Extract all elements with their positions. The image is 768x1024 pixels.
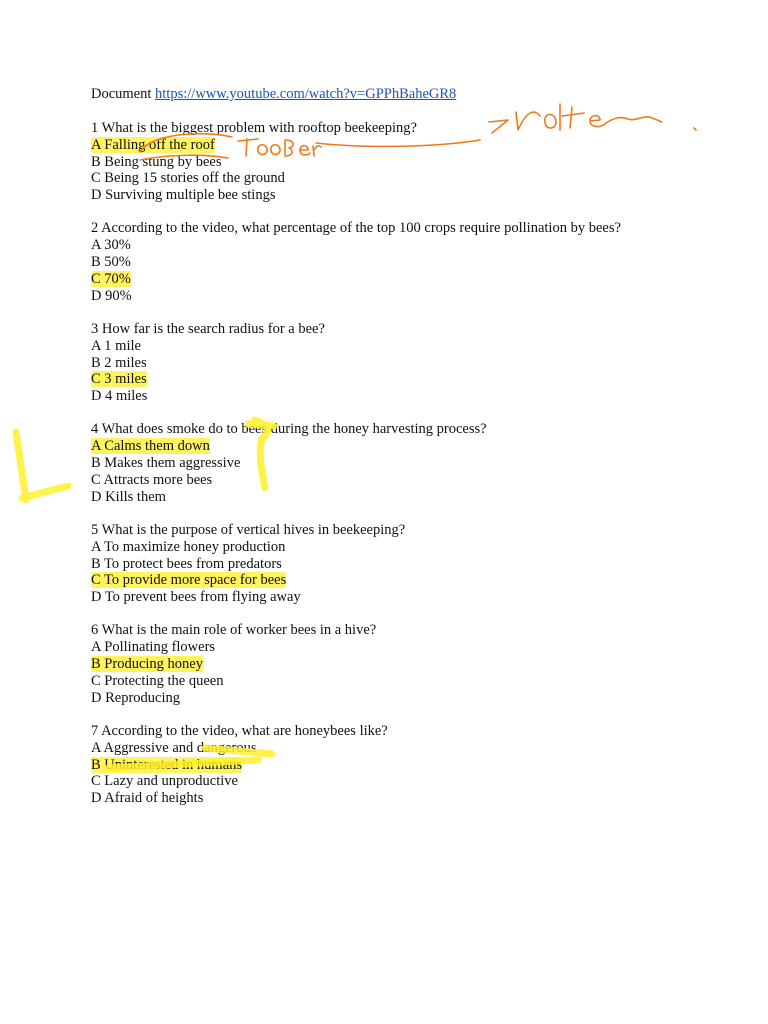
answer-option: B 50% xyxy=(91,254,131,271)
highlighted-answer: C 3 miles xyxy=(91,371,147,388)
answer-option: D Afraid of heights xyxy=(91,790,204,807)
youtube-link[interactable]: https://www.youtube.com/watch?v=GPPhBaheGR8 xyxy=(155,86,457,102)
answer-option: B Being stung by bees xyxy=(91,153,222,170)
question-7 xyxy=(91,723,621,807)
answer-option: B Makes them aggressive xyxy=(91,455,241,472)
question-3 xyxy=(91,321,621,405)
answer-option: C Attracts more bees xyxy=(91,471,213,488)
answer-option: A Aggressive and dangerous xyxy=(91,739,257,756)
document-label: Document xyxy=(91,86,152,102)
answer-option xyxy=(91,438,621,455)
answer-option xyxy=(91,656,621,673)
highlighted-answer: B Uninterested in humans xyxy=(91,756,243,773)
question-text: 5 What is the purpose of vertical hives in beekeeping? xyxy=(91,521,406,538)
answer-option: D Kills them xyxy=(91,488,166,505)
question-text: 7 According to the video, what are honeybees like? xyxy=(91,722,388,739)
question-text: 1 What is the biggest problem with rooftop beekeeping? xyxy=(91,120,417,136)
answer-option: D Surviving multiple bee stings xyxy=(91,187,276,204)
question-list xyxy=(91,120,621,823)
answer-option: C Lazy and unproductive xyxy=(91,773,238,790)
question-text: 4 What does smoke do to bees during the honey harvesting process? xyxy=(91,421,487,438)
answer-option xyxy=(91,371,621,388)
answer-option: A 30% xyxy=(91,237,131,254)
answer-option: D To prevent bees from flying away xyxy=(91,589,301,606)
answer-option: B To protect bees from predators xyxy=(91,555,282,572)
highlighted-answer: A Falling off the roof xyxy=(91,136,215,153)
answer-option: A 1 mile xyxy=(91,337,141,354)
question-5 xyxy=(91,522,621,606)
question-text: 3 How far is the search radius for a bee? xyxy=(91,320,325,337)
answer-option xyxy=(91,572,621,589)
highlighted-answer: A Calms them down xyxy=(91,438,210,455)
question-text: 2 According to the video, what percentage of the top 100 crops require pollination by bees? xyxy=(91,220,621,237)
orange-dot xyxy=(694,128,696,130)
highlighted-answer: C 70% xyxy=(91,270,131,287)
question-text: 6 What is the main role of worker bees in a hive? xyxy=(91,622,377,639)
question-2 xyxy=(91,220,621,304)
answer-option: D Reproducing xyxy=(91,689,180,706)
answer-option: A Pollinating flowers xyxy=(91,639,216,656)
answer-option xyxy=(91,757,621,774)
answer-option: D 90% xyxy=(91,287,132,304)
answer-option xyxy=(91,271,621,288)
answer-option xyxy=(91,137,621,154)
highlighted-answer: B Producing honey xyxy=(91,656,203,673)
question-4 xyxy=(91,421,621,505)
document-header xyxy=(91,86,456,103)
answer-option: C Being 15 stories off the ground xyxy=(91,170,285,187)
answer-option: C Protecting the queen xyxy=(91,672,224,689)
question-1 xyxy=(91,120,621,204)
question-6 xyxy=(91,622,621,706)
answer-option: B 2 miles xyxy=(91,354,147,371)
answer-option: A To maximize honey production xyxy=(91,538,286,555)
answer-option: D 4 miles xyxy=(91,388,148,405)
highlighted-answer: C To provide more space for bees xyxy=(91,572,287,589)
yellow-check-stroke xyxy=(16,432,68,500)
